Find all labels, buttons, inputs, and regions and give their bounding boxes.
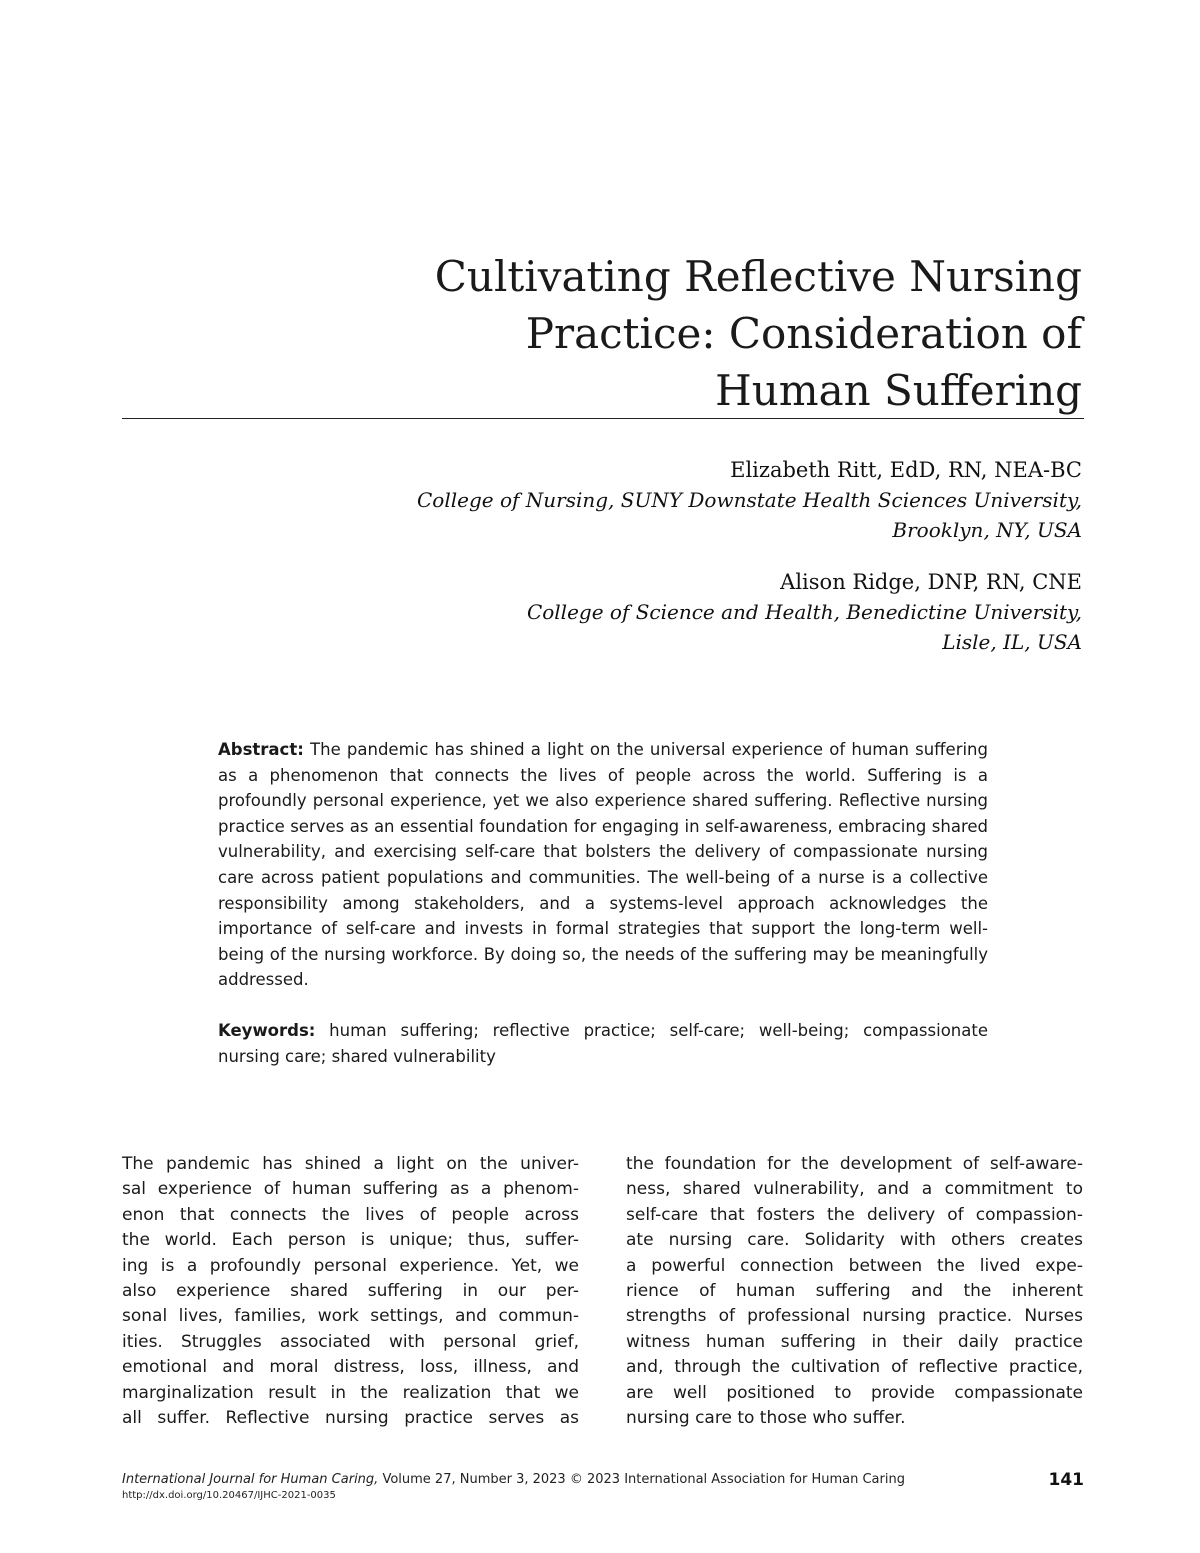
body-line: rience of human suffering and the inherent	[626, 1281, 1083, 1302]
page-number: 141	[1048, 1470, 1084, 1490]
author-affiliation: Lisle, IL, USA	[942, 630, 1082, 654]
body-line: ing is a profoundly personal experience. Yet, we	[122, 1255, 579, 1276]
article-title	[382, 248, 1082, 419]
body-line: also experience shared suffering in our per-	[122, 1281, 579, 1302]
footer-citation	[122, 1471, 1084, 1489]
keywords-text: human suffering; reflective practice; self-care; well-being; compassionate nursing care; shared vulnerability	[218, 1020, 988, 1066]
journal-name: International Journal for Human Caring,	[122, 1472, 379, 1487]
body-line: emotional and moral distress, loss, illness, and	[122, 1357, 579, 1378]
doi-link[interactable]: http://dx.doi.org/10.20467/IJHC-2021-0035	[122, 1490, 336, 1501]
body-line: nursing care to those who suffer.	[626, 1408, 906, 1429]
body-line: all suffer. Reflective nursing practice serves as	[122, 1408, 579, 1429]
body-line: the foundation for the development of self-aware-	[626, 1154, 1083, 1174]
body-column-left	[122, 1152, 579, 1431]
author-name: Elizabeth Ritt, EdD, RN, NEA-BC	[730, 458, 1082, 482]
body-line: strengths of professional nursing practice. Nurses	[626, 1306, 1083, 1327]
body-line: witness human suffering in their daily practice	[626, 1331, 1083, 1352]
title-line: Practice: Consideration of	[525, 309, 1082, 358]
body-line: a powerful connection between the lived expe-	[626, 1255, 1083, 1276]
body-line: the world. Each person is unique; thus, suffer-	[122, 1230, 579, 1251]
title-line: Cultivating Reflective Nursing	[434, 252, 1082, 301]
body-line: ness, shared vulnerability, and a commitment to	[626, 1179, 1083, 1200]
abstract-section	[218, 737, 988, 1069]
author-affiliation: Brooklyn, NY, USA	[892, 518, 1082, 542]
author-1	[282, 455, 1082, 545]
body-line: and, through the cultivation of reflective practice,	[626, 1357, 1083, 1378]
body-line: ities. Struggles associated with personal grief,	[122, 1331, 579, 1352]
body-line: ate nursing care. Solidarity with others creates	[626, 1230, 1083, 1251]
title-divider	[122, 418, 1084, 419]
body-line: sal experience of human suffering as a phenom-	[122, 1179, 579, 1200]
body-line: enon that connects the lives of people across	[122, 1204, 579, 1225]
keywords-label: Keywords:	[218, 1020, 316, 1040]
abstract	[218, 737, 988, 993]
author-affiliation: College of Science and Health, Benedictine University,	[526, 600, 1082, 624]
author-2	[282, 567, 1082, 657]
page-footer	[122, 1471, 1084, 1503]
abstract-text: The pandemic has shined a light on the universal experience of human suffering as a phenomenon that connects the lives of people across the world. Suffering is a profoundly personal experience, yet we also experience shared suffering. Reflective nursing practice serves as an essential foundation for engaging in self-awareness, embracing shared vulnerability, and exercising self-care that bolsters the delivery of compassionate nursing care across patient populations and communities. The well-being of a nurse is a collective responsibility among stakeholders, and a systems-level approach acknowledges the importance of self-care and invests in formal strategies that support the long-term well-being of the nursing workforce. By doing so, the needs of the suffering may be meaningfully addressed.	[218, 740, 988, 990]
body-line: are well positioned to provide compassionate	[626, 1382, 1083, 1403]
author-affiliation: College of Nursing, SUNY Downstate Health Sciences University,	[417, 488, 1082, 512]
body-line: self-care that fosters the delivery of compassion-	[626, 1204, 1083, 1225]
citation-text: Volume 27, Number 3, 2023 © 2023 International Association for Human Caring	[378, 1472, 905, 1487]
keywords	[218, 1018, 988, 1069]
abstract-label: Abstract:	[218, 740, 304, 759]
body-column-right	[626, 1152, 1083, 1431]
title-line: Human Suffering	[715, 366, 1082, 415]
author-list	[282, 455, 1082, 679]
body-line: The pandemic has shined a light on the univer-	[122, 1154, 579, 1174]
body-line: sonal lives, families, work settings, and commun-	[122, 1306, 579, 1327]
body-line: marginalization result in the realization that we	[122, 1382, 579, 1403]
author-name: Alison Ridge, DNP, RN, CNE	[780, 570, 1082, 594]
